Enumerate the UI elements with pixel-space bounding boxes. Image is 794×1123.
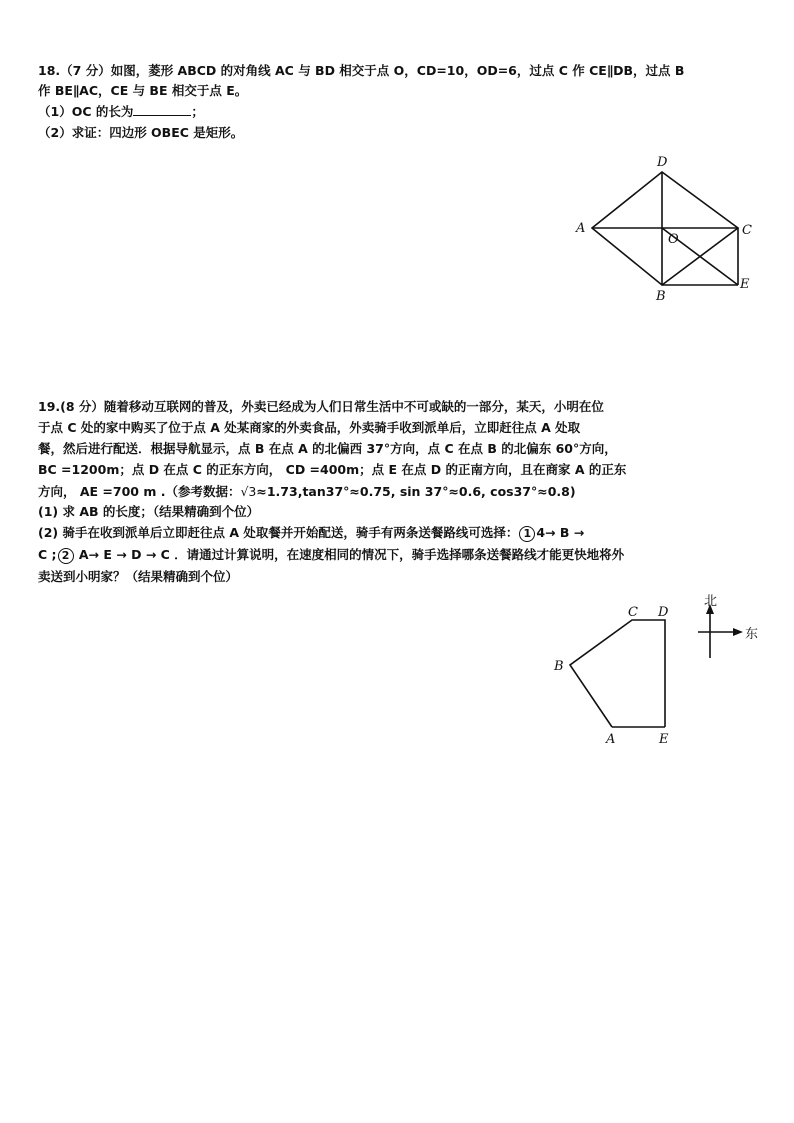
label-D: D	[658, 605, 669, 620]
label-A: A	[576, 221, 586, 236]
q19-stem-line5-a: 方向， AE =700 m .（参考数据：	[38, 484, 241, 499]
q19-stem-line2: 于点 C 处的家中购买了位于点 A 处某商家的外卖食品，外卖骑手收到派单后，立即赶往点 A 处取	[38, 420, 581, 435]
route-figure	[540, 592, 770, 750]
label-east: 东	[745, 627, 759, 642]
answer-blank	[133, 103, 191, 116]
q19-part2-line1	[38, 524, 584, 542]
q18-part1-end: ；	[191, 104, 204, 119]
label-E: E	[740, 277, 750, 292]
q18-part1-text: （1）OC 的长为	[38, 104, 134, 119]
label-C: C	[628, 605, 638, 620]
q18-stem-line2: 作 BE∥AC，CE 与 BE 相交于点 E。	[38, 83, 248, 98]
route1-number: 1	[519, 526, 535, 542]
q19-part2-line2	[38, 546, 624, 564]
label-B: B	[554, 659, 564, 674]
label-E: E	[659, 732, 669, 747]
q18-stem-line1: 18.（7 分）如图，菱形 ABCD 的对角线 AC 与 BD 相交于点 O，CD=10，OD=6，过点 C 作 CE∥DB，过点 B	[38, 63, 685, 78]
q19-stem-line4: BC =1200m；点 D 在点 C 的正东方向， CD =400m；点 E 在点 D 的正南方向，且在商家 A 的正东	[38, 462, 627, 477]
q18-part1	[38, 103, 204, 121]
route2-number: 2	[58, 548, 74, 564]
q19-part1: (1) 求 AB 的长度；（结果精确到个位）	[38, 504, 260, 519]
q19-stem-line5-b: ≈1.73,tan37°≈0.75, sin 37°≈0.6, cos37°≈0.8)	[256, 484, 576, 499]
label-B: B	[656, 289, 666, 304]
q19-stem-line5	[38, 483, 576, 501]
route1-tail: 4→ B →	[536, 525, 585, 540]
q18-part2: （2）求证：四边形 OBEC 是矩形。	[38, 125, 244, 140]
label-D: D	[657, 155, 668, 170]
label-north: 北	[704, 594, 718, 609]
q19-part2-line3: 卖送到小明家？（结果精确到个位）	[38, 569, 239, 584]
rhombus-figure	[570, 150, 760, 305]
q19-stem-line3: 餐，然后进行配送．根据导航显示，点 B 在点 A 的北偏西 37°方向，点 C 在点 B 的北偏东 60°方向，	[38, 441, 617, 456]
sqrt3-symbol: √3	[240, 484, 257, 499]
path-a-b-c-d-e	[570, 620, 665, 727]
q19-part2-text: (2) 骑手在收到派单后立即赶往点 A 处取餐并开始配送，骑手有两条送餐路线可选择：	[38, 525, 519, 540]
route1-end: C ;	[38, 547, 57, 562]
label-A: A	[606, 732, 616, 747]
route2-text: A→ E → D → C ．请通过计算说明，在速度相同的情况下，骑手选择哪条送餐路线才能更快地将外	[74, 547, 625, 562]
label-C: C	[742, 223, 752, 238]
q19-stem-line1: 19.(8 分）随着移动互联网的普及，外卖已经成为人们日常生活中不可或缺的一部分，某天，小明在位	[38, 399, 604, 414]
label-O: O	[668, 232, 679, 247]
east-arrow-icon	[733, 628, 743, 636]
